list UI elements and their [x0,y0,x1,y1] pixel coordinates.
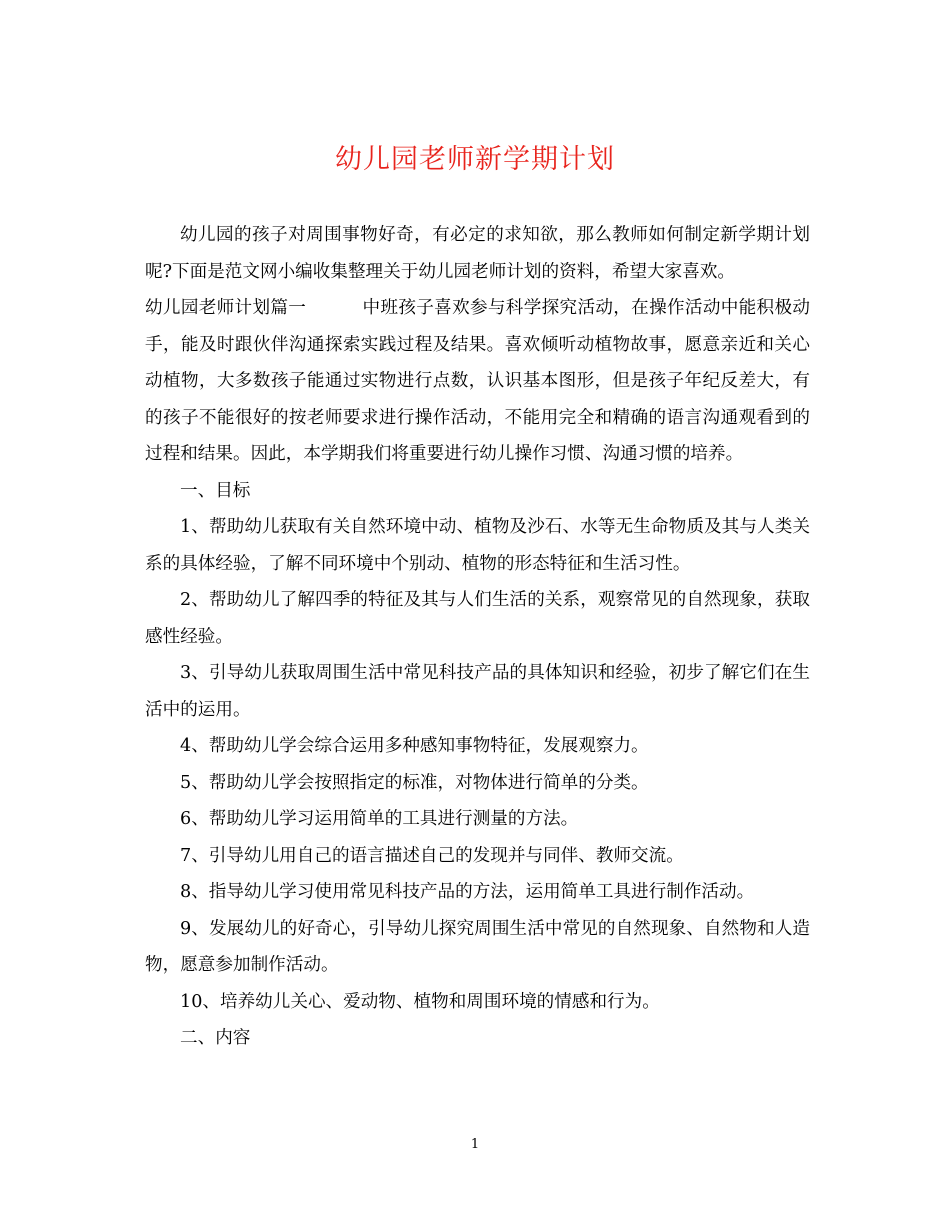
document-body [145,217,810,1057]
goal-item: 6、帮助幼儿学习运用简单的工具进行测量的方法。 [180,809,579,829]
intro-paragraph: 幼儿园的孩子对周围事物好奇，有必定的求知欲，那么教师如何制定新学期计划呢?下面是范文网小编收集整理关于幼儿园老师计划的资料，希望大家喜欢。 [145,225,810,282]
goal-item: 1、帮助幼儿获取有关自然环境中动、植物及沙石、水等无生命物质及其与人类关系的具体经验，了解不同环境中个别动、植物的形态特征和生活习性。 [145,517,810,574]
plan-paragraph [145,290,810,473]
goal-item: 2、帮助幼儿了解四季的特征及其与人们生活的关系，观察常见的自然现象，获取感性经验。 [145,590,810,647]
goal-item: 3、引导幼儿获取周围生活中常见科技产品的具体知识和经验，初步了解它们在生活中的运用。 [145,663,810,720]
section-heading-content: 二、内容 [180,1028,251,1048]
section-heading-goals: 一、目标 [180,480,251,501]
goal-item: 7、引导幼儿用自己的语言描述自己的发现并与同伴、教师交流。 [180,845,684,866]
goal-item: 10、培养幼儿关心、爱动物、植物和周围环境的情感和行为。 [180,991,660,1012]
plan-heading: 幼儿园老师计划篇一 [145,298,307,318]
document-title: 幼儿园老师新学期计划 [335,144,615,175]
goal-item: 9、发展幼儿的好奇心，引导幼儿探究周围生活中常见的自然现象、自然物和人造物，愿意参加制作活动。 [145,918,810,975]
goal-item: 4、帮助幼儿学会综合运用多种感知事物特征，发展观察力。 [180,736,649,756]
plan-body-text: 中班孩子喜欢参与科学探究活动，在操作活动中能积极动手，能及时跟伙伴沟通探索实践过程及结果。喜欢倾听动植物故事，愿意亲近和关心动植物，大多数孩子能通过实物进行点数，认识基本图形，但是孩子年纪反差大，有的孩子不能很好的按老师要求进行操作活动，不能用完全和精确的语言沟通观看到的过程和结果。因此，本学期我们将重要进行幼儿操作习惯、沟通习惯的培养。 [145,298,810,464]
goal-item: 8、指导幼儿学习使用常见科技产品的方法，运用简单工具进行制作活动。 [180,882,755,902]
goal-item: 5、帮助幼儿学会按照指定的标准，对物体进行简单的分类。 [180,772,649,793]
page-number: 1 [470,1137,480,1152]
